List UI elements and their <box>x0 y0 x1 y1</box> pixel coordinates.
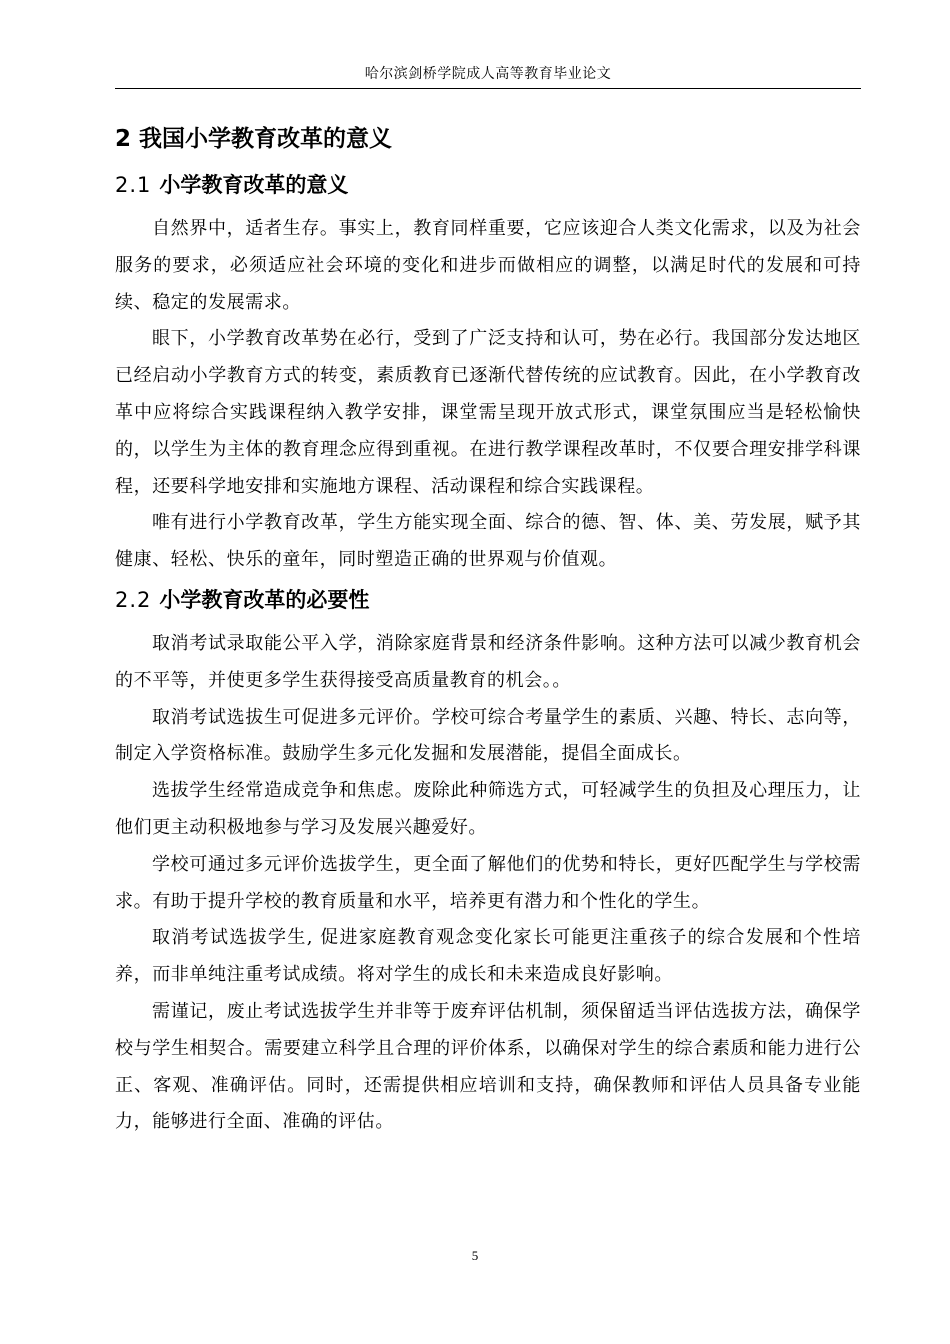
paragraph: 唯有进行小学教育改革，学生方能实现全面、综合的德、智、体、美、劳发展，赋予其健康、轻松、快乐的童年，同时塑造正确的世界观与价值观。 <box>115 512 861 571</box>
section-heading <box>115 586 861 620</box>
page-content <box>115 112 861 1141</box>
section-number: 2.1 <box>115 173 152 197</box>
section-2-1 <box>115 171 861 579</box>
paragraph: 取消考试录取能公平入学，消除家庭背景和经济条件影响。这种方法可以减少教育机会的不平等，并使更多学生获得接受高质量教育的机会。。 <box>115 632 861 691</box>
section-number: 2.2 <box>115 587 152 612</box>
section-title: 小学教育改革的必要性 <box>159 587 370 612</box>
paragraph: 眼下，小学教育改革势在必行，受到了广泛支持和认可，势在必行。我国部分发达地区已经启动小学教育方式的转变，素质教育已逐渐代替传统的应试教育。因此，在小学教育改革中应将综合实践课程纳入教学安排，课堂需呈现开放式形式，课堂氛围应当是轻松愉快的，以学生为主体的教育理念应得到重视。在进行教学课程改革时，不仅要合理安排学科课程，还要科学地安排和实施地方课程、活动课程和综合实践课程。 <box>115 328 861 497</box>
header-divider <box>115 88 861 89</box>
paragraph: 选拔学生经常造成竞争和焦虑。废除此种筛选方式，可轻减学生的负担及心理压力，让他们更主动积极地参与学习及发展兴趣爱好。 <box>115 780 861 838</box>
chapter-heading: 2 我国小学教育改革的意义 <box>115 126 393 152</box>
section-heading <box>115 171 861 205</box>
section-title: 小学教育改革的意义 <box>159 173 349 197</box>
paragraph: 学校可通过多元评价选拔学生，更全面了解他们的优势和特长，更好匹配学生与学校需求。有助于提升学校的教育质量和水平，培养更有潜力和个性化的学生。 <box>115 853 861 912</box>
running-header: 哈尔滨剑桥学院成人高等教育毕业论文 <box>364 67 612 82</box>
paragraph: 取消考试选拔学生, 促进家庭教育观念变化家长可能更注重孩子的综合发展和个性培养，而非单纯注重考试成绩。将对学生的成长和未来造成良好影响。 <box>115 927 861 986</box>
page-number: 5 <box>471 1248 479 1263</box>
paragraph: 取消考试选拔生可促进多元评价。学校可综合考量学生的素质、兴趣、特长、志向等，制定入学资格标准。鼓励学生多元化发掘和发展潜能，提倡全面成长。 <box>115 706 861 765</box>
paragraph: 需谨记，废止考试选拔学生并非等于废弃评估机制，须保留适当评估选拔方法，确保学校与学生相契合。需要建立科学且合理的评价体系，以确保对学生的综合素质和能力进行公正、客观、准确评估。同时，还需提供相应培训和支持，确保教师和评估人员具备专业能力，能够进行全面、准确的评估。 <box>115 1000 861 1133</box>
section-2-2 <box>115 586 861 1141</box>
paragraph: 自然界中，适者生存。事实上，教育同样重要，它应该迎合人类文化需求，以及为社会服务的要求，必须适应社会环境的变化和进步而做相应的调整，以满足时代的发展和可持续、稳定的发展需求。 <box>115 218 861 313</box>
